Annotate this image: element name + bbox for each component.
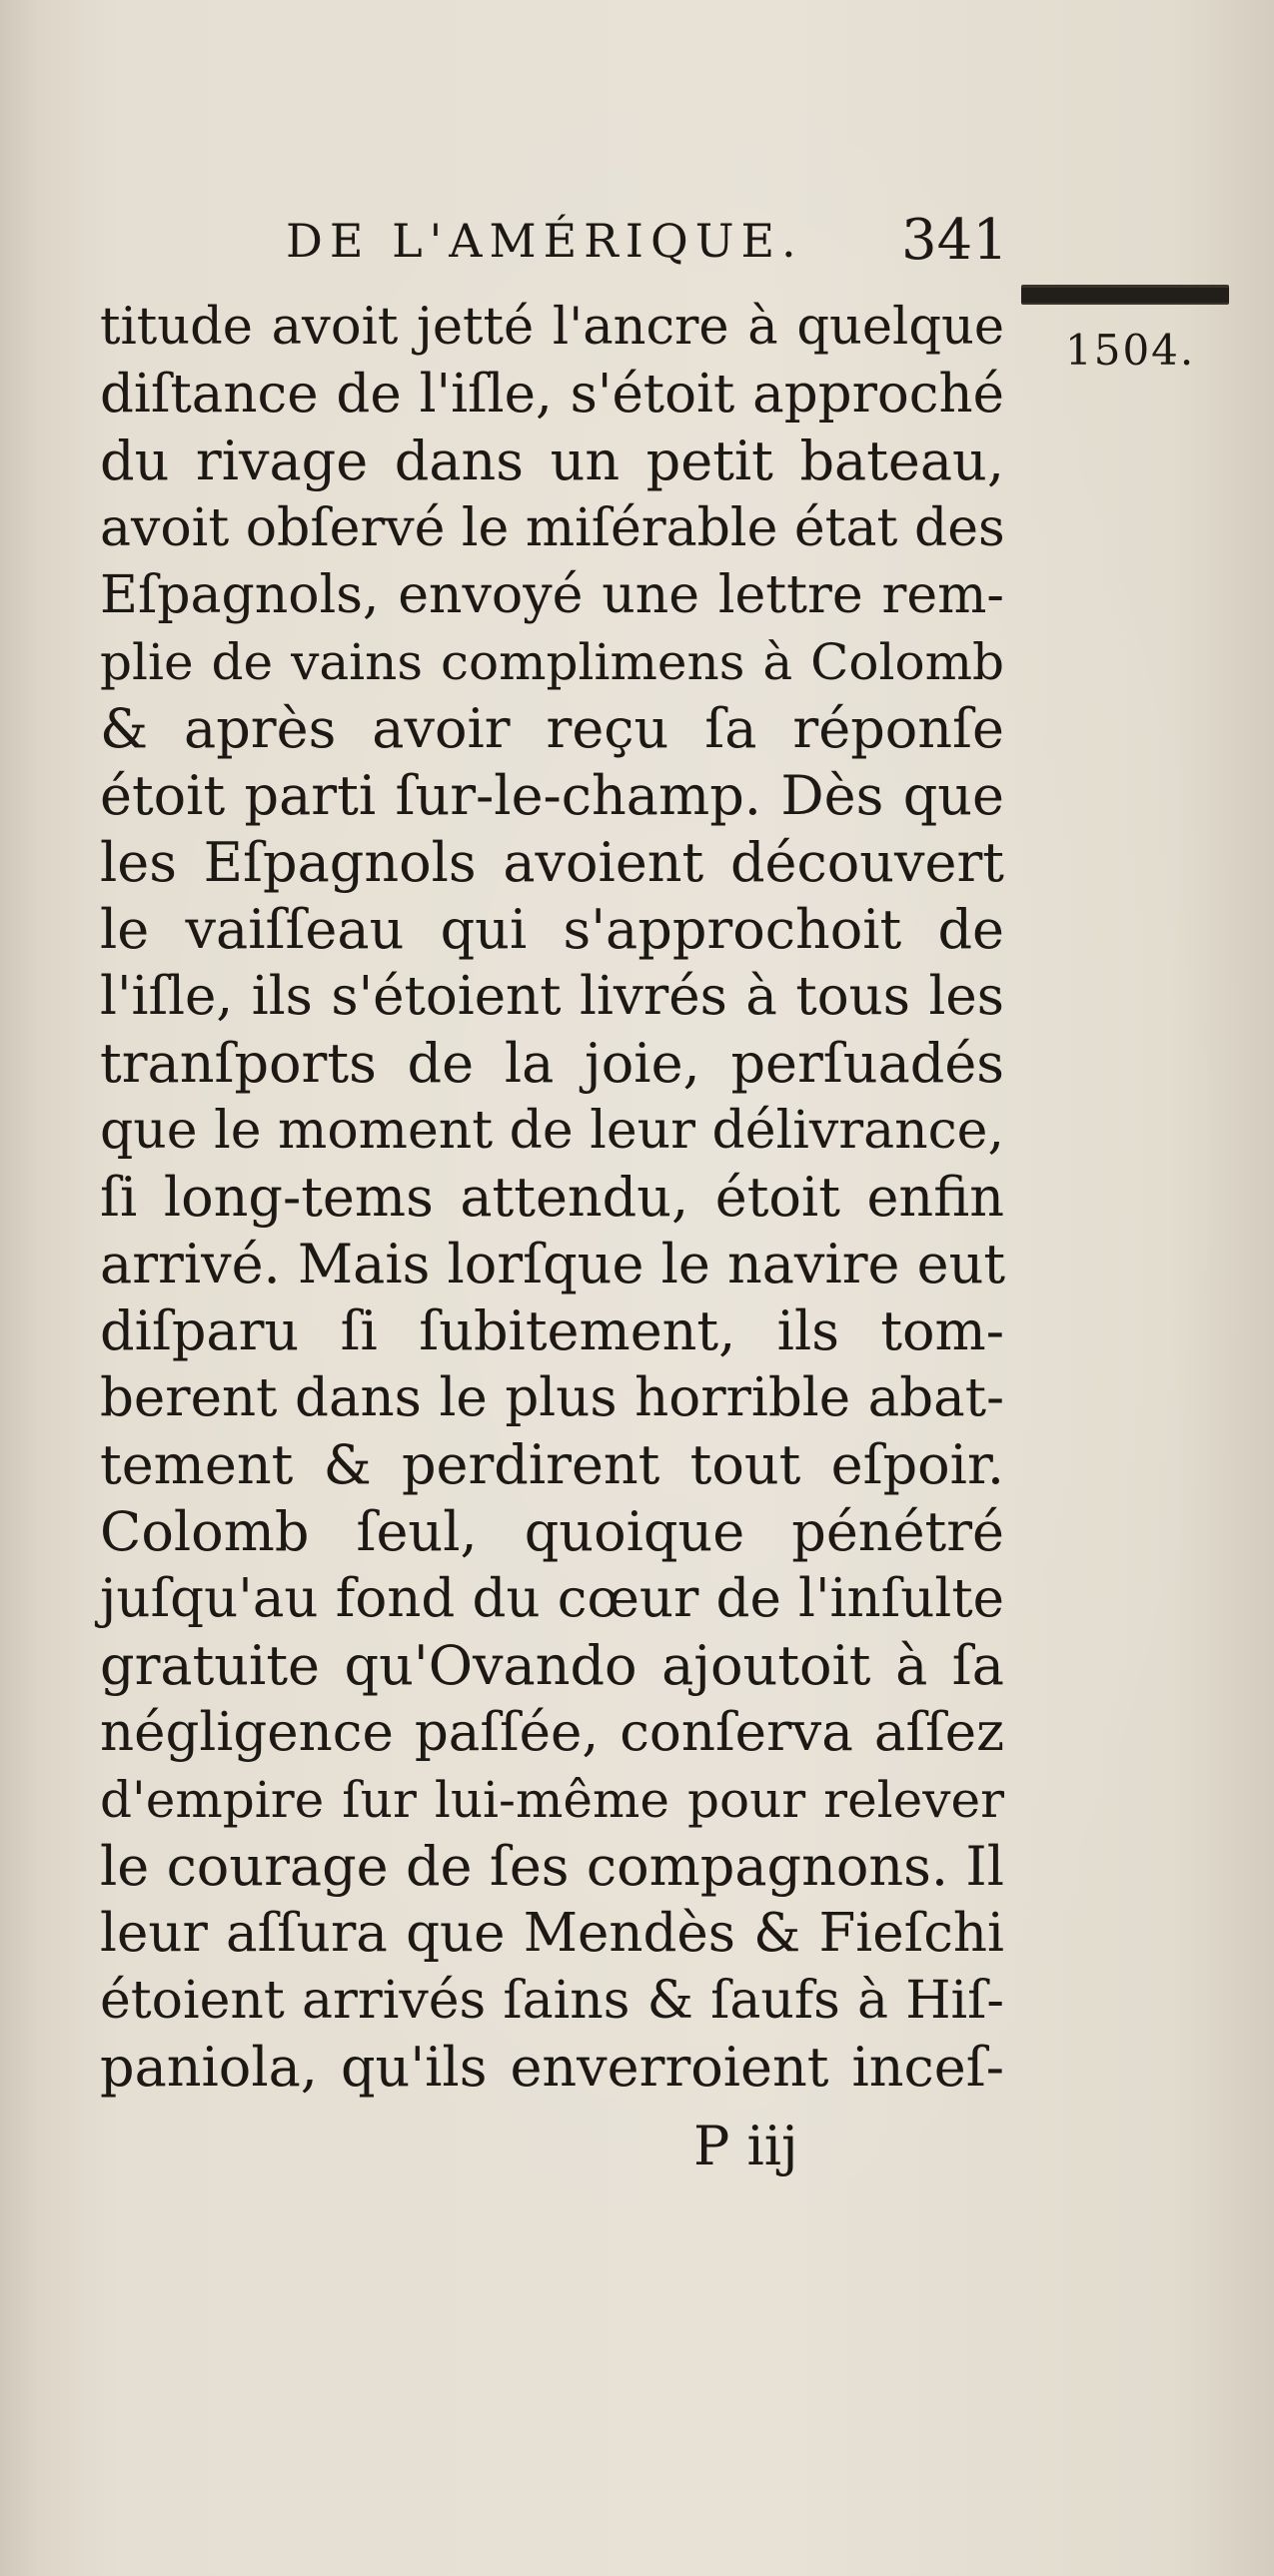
text-line: juſqu'au fond du cœur de l'inſulte: [100, 1568, 1004, 1629]
text-line: que le moment de leur délivrance,: [100, 1101, 1004, 1161]
text-line: paniola, qu'ils enverroient inceſ-: [100, 2036, 1004, 2099]
text-line: leur aſſura que Mendès & Fieſchi: [100, 1903, 1004, 1964]
text-line: gratuite qu'Ovando ajoutoit à ſa: [100, 1634, 1004, 1697]
text-line: berent dans le plus horrible abat-: [100, 1367, 1004, 1428]
text-line: tranſports de la joie, perſuadés: [100, 1032, 1004, 1095]
text-line: le vaiſſeau qui s'approchoit de: [100, 898, 1004, 961]
text-line: d'empire ſur lui-même pour relever: [100, 1771, 1004, 1829]
text-line: ſi long-tems attendu, étoit enfin: [100, 1166, 1004, 1229]
header-rule: [1021, 285, 1229, 305]
text-line: tement & perdirent tout eſpoir.: [100, 1433, 1004, 1496]
page-number: 341: [901, 208, 1008, 273]
text-line: titude avoit jetté l'ancre à quelque: [100, 298, 1004, 357]
text-line: le courage de ſes compagnons. Il: [100, 1835, 1004, 1898]
text-line: l'iſle, ils s'étoient livrés à tous les: [100, 966, 1004, 1027]
text-line: arrivé. Mais lorſque le navire eut: [100, 1233, 1006, 1295]
text-line: plie de vains complimens à Colomb: [100, 633, 1004, 691]
text-line: diſparu ſi ſubitement, ils tom-: [100, 1299, 1004, 1362]
text-line: étoient arrivés ſains & ſaufs à Hiſ-: [100, 1971, 1004, 2031]
signature-mark: P iij: [693, 2115, 798, 2177]
text-line: Eſpagnols, envoyé une lettre rem-: [100, 565, 1004, 625]
margin-year: 1504.: [1065, 326, 1196, 375]
text-line: & après avoir reçu ſa réponſe: [100, 697, 1004, 760]
text-line: négligence paſſée, conſerva aſſez: [100, 1702, 1004, 1763]
text-line: les Eſpagnols avoient découvert: [100, 831, 1004, 894]
text-line: du rivage dans un petit bateau,: [100, 429, 1004, 492]
text-line: Colomb ſeul, quoique pénétré: [100, 1500, 1004, 1563]
running-title: DE L'AMÉRIQUE.: [286, 214, 803, 268]
text-line: diſtance de l'iſle, s'étoit approché: [100, 364, 1004, 425]
text-line: avoit obſervé le miſérable état des: [100, 498, 1005, 558]
text-line: étoit parti ſur-le-champ. Dès que: [100, 764, 1004, 827]
